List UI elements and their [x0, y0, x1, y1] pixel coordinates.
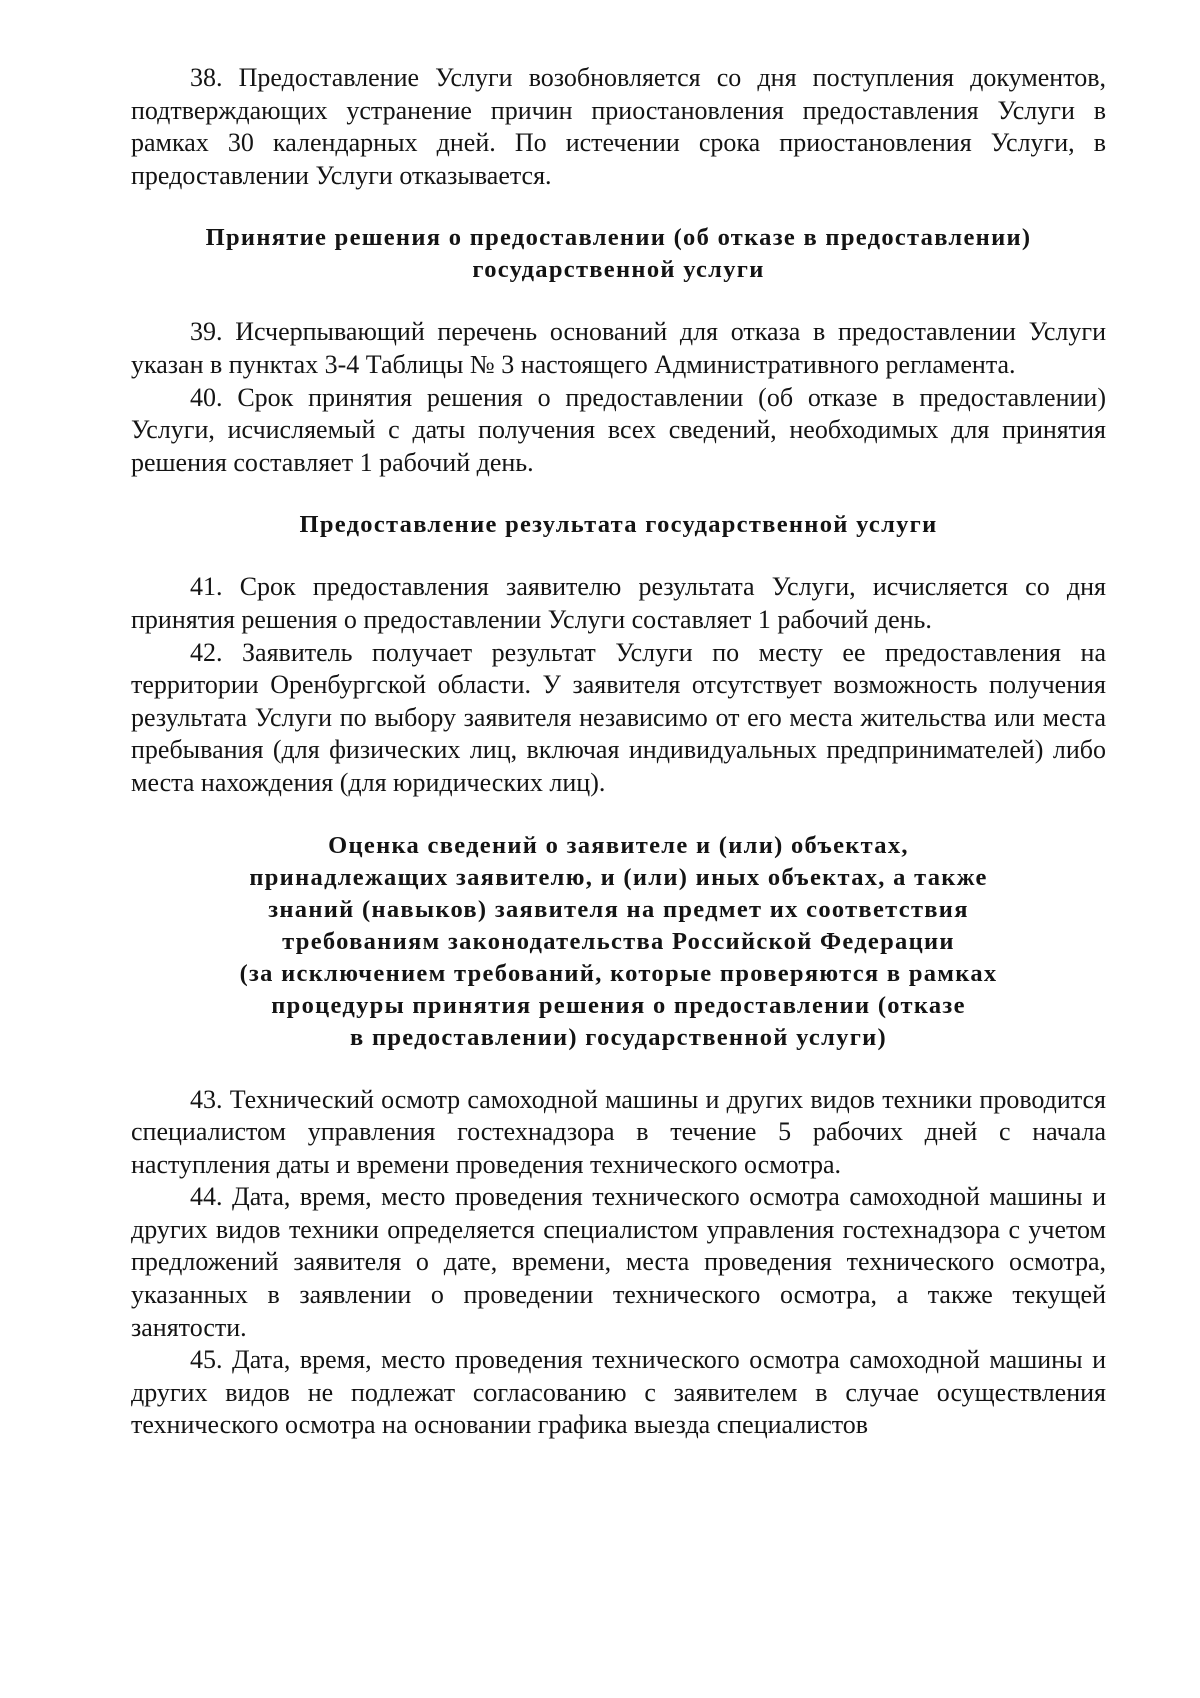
section-heading-assessment: Оценка сведений о заявителе и (или) объектах, принадлежащих заявителю, и (или) иных объектах, а также знаний (навыков) заявителя на предмет их соответствия требованиям законодательства Российской Федерации (за исключением требований, которые проверяются в рамках процедуры принятия решения о предоставлении (отказе в предоставлении) государственной услуги) — [239, 831, 998, 1051]
section-heading-result: Предоставление результата государственной услуги — [299, 511, 938, 539]
paragraph-44: 44. Дата, время, место проведения технического осмотра самоходной машины и других видов техники определяется специалистом управления гостехнадзора с учетом предложений заявителя о дате, времени, места проведения технического осмотра, указанных в заявлении о проведении технического осмотра, а также текущей занятости. — [131, 1182, 1106, 1342]
paragraph-45: 45. Дата, время, место проведения технического осмотра самоходной машины и других видов не подлежат согласованию с заявителем в случае осуществления технического осмотра на основании графика выезда специалистов — [131, 1345, 1106, 1440]
paragraph-42: 42. Заявитель получает результат Услуги по месту ее предоставления на территории Оренбургской области. У заявителя отсутствует возможность получения результата Услуги по выбору заявителя независимо от его места жительства или места пребывания (для физических лиц, включая индивидуальных предпринимателей) либо места нахождения (для юридических лиц). — [131, 637, 1106, 797]
paragraph-39: 39. Исчерпывающий перечень оснований для отказа в предоставлении Услуги указан в пунктах 3-4 Таблицы № 3 настоящего Административного регламента. — [131, 317, 1106, 379]
paragraph-43: 43. Технический осмотр самоходной машины и других видов техники проводится специалистом управления гостехнадзора в течение 5 рабочих дней с начала наступления даты и времени проведения технического осмотра. — [131, 1084, 1106, 1179]
paragraph-40: 40. Срок принятия решения о предоставлении (об отказе в предоставлении) Услуги, исчисляемый с даты получения всех сведений, необходимых для принятия решения составляет 1 рабочий день. — [131, 382, 1106, 477]
document-body — [131, 62, 1106, 1442]
paragraph-41: 41. Срок предоставления заявителю результата Услуги, исчисляется со дня принятия решения о предоставлении Услуги составляет 1 рабочий день. — [131, 572, 1106, 634]
paragraph-38: 38. Предоставление Услуги возобновляется со дня поступления документов, подтверждающих устранение причин приостановления предоставления Услуги в рамках 30 календарных дней. По истечении срока приостановления Услуги, в предоставлении Услуги отказывается. — [131, 63, 1106, 190]
section-heading-decision: Принятие решения о предоставлении (об отказе в предоставлении) государственной услуги — [205, 224, 1032, 284]
